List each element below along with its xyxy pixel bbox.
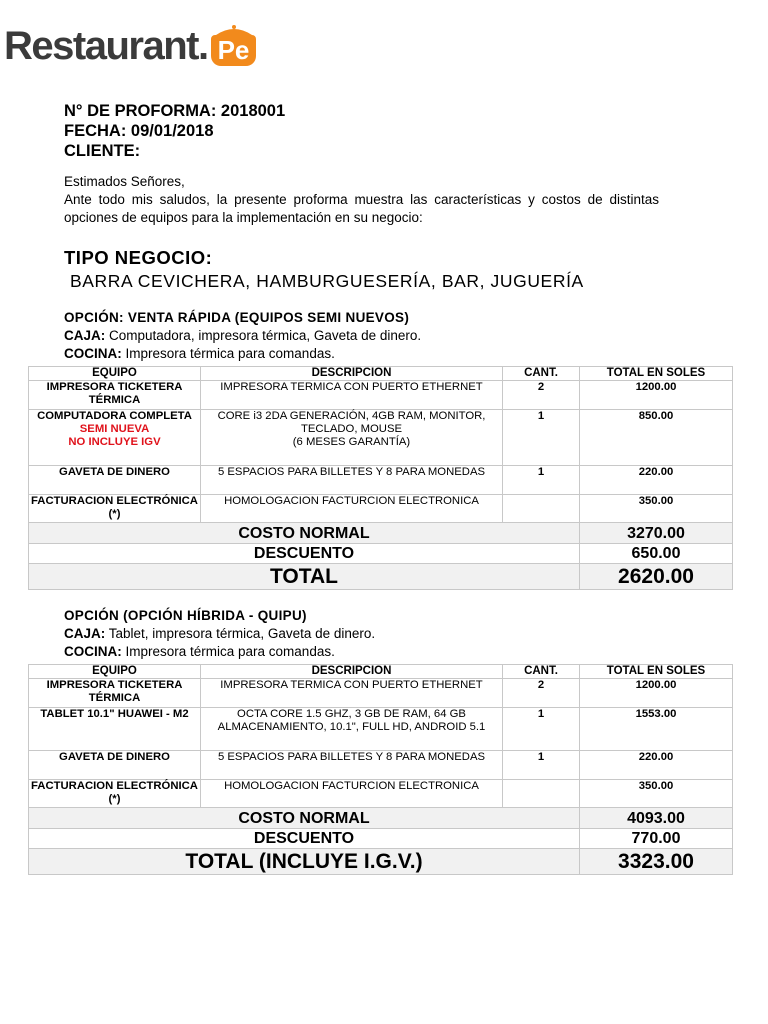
item-equipo: IMPRESORA TICKETERA TÉRMICA bbox=[29, 381, 201, 410]
item-descripcion: CORE i3 2DA GENERACIÓN, 4GB RAM, MONITOR, TECLADO, MOUSE bbox=[217, 410, 486, 435]
item-total: 1553.00 bbox=[580, 708, 733, 751]
col-equipo: EQUIPO bbox=[29, 367, 201, 381]
item-total: 850.00 bbox=[580, 410, 733, 466]
table-row bbox=[29, 466, 733, 495]
pot-lid-icon bbox=[214, 25, 254, 35]
item-descripcion: HOMOLOGACION FACTURCION ELECTRONICA bbox=[201, 780, 503, 808]
restaurant-pe-logo bbox=[4, 6, 256, 66]
costo-normal-label: COSTO NORMAL bbox=[29, 523, 580, 544]
option-2-caja bbox=[64, 625, 375, 643]
item-cant: 1 bbox=[503, 466, 580, 495]
item-descripcion: IMPRESORA TERMICA CON PUERTO ETHERNET bbox=[201, 679, 503, 708]
descuento-value: 770.00 bbox=[580, 829, 733, 849]
item-total: 1200.00 bbox=[580, 381, 733, 410]
option-1-table bbox=[28, 366, 733, 590]
col-total: TOTAL EN SOLES bbox=[580, 665, 733, 679]
caja-text: Tablet, impresora térmica, Gaveta de dinero. bbox=[105, 626, 376, 641]
option-1-cocina bbox=[64, 345, 421, 363]
option-1-info bbox=[64, 309, 421, 363]
item-note-semi-nueva: SEMI NUEVA bbox=[79, 423, 150, 435]
logo-wordmark: Restaurant. bbox=[4, 24, 208, 68]
total-value: 2620.00 bbox=[580, 564, 733, 590]
proforma-header bbox=[64, 101, 285, 161]
item-equipo-cell bbox=[29, 410, 201, 466]
item-descripcion-cell bbox=[201, 410, 503, 466]
table-row bbox=[29, 780, 733, 808]
item-descripcion: OCTA CORE 1.5 GHZ, 3 GB DE RAM, 64 GB ALMACENAMIENTO, 10.1", FULL HD, ANDROID 5.1 bbox=[201, 708, 503, 751]
business-type-value: BARRA CEVICHERA, HAMBURGUESERÍA, BAR, JUGUERÍA bbox=[70, 271, 584, 291]
proforma-client: CLIENTE: bbox=[64, 142, 141, 160]
col-descripcion: DESCRIPCION bbox=[201, 665, 503, 679]
item-equipo: FACTURACION ELECTRÓNICA (*) bbox=[29, 780, 201, 808]
proforma-number: N° DE PROFORMA: 2018001 bbox=[64, 102, 286, 120]
item-equipo: IMPRESORA TICKETERA TÉRMICA bbox=[29, 679, 201, 708]
table-row bbox=[29, 381, 733, 410]
descuento-label: DESCUENTO bbox=[29, 829, 580, 849]
col-cant: CANT. bbox=[503, 665, 580, 679]
option-1-caja bbox=[64, 327, 421, 345]
table-header-row bbox=[29, 367, 733, 381]
costo-normal-label: COSTO NORMAL bbox=[29, 808, 580, 829]
costo-normal-value: 3270.00 bbox=[580, 523, 733, 544]
item-cant: 1 bbox=[503, 410, 580, 466]
item-equipo: GAVETA DE DINERO bbox=[29, 466, 201, 495]
greeting: Estimados Señores, bbox=[64, 174, 185, 189]
option-2-cocina bbox=[64, 643, 375, 661]
item-total: 220.00 bbox=[580, 466, 733, 495]
table-header-row bbox=[29, 665, 733, 679]
item-cant: 2 bbox=[503, 381, 580, 410]
table-row bbox=[29, 708, 733, 751]
col-cant: CANT. bbox=[503, 367, 580, 381]
descuento-row bbox=[29, 829, 733, 849]
total-row bbox=[29, 564, 733, 590]
caja-label: CAJA: bbox=[64, 328, 106, 343]
item-cant: 1 bbox=[503, 708, 580, 751]
item-descripcion: HOMOLOGACION FACTURCION ELECTRONICA bbox=[201, 495, 503, 523]
cocina-text: Impresora térmica para comandas. bbox=[121, 644, 335, 659]
caja-label: CAJA: bbox=[64, 626, 106, 641]
business-type-title: TIPO NEGOCIO: bbox=[64, 247, 213, 268]
logo-pe-text: Pe bbox=[211, 35, 257, 66]
item-equipo: FACTURACION ELECTRÓNICA (*) bbox=[29, 495, 201, 523]
total-row bbox=[29, 849, 733, 875]
item-descripcion: 5 ESPACIOS PARA BILLETES Y 8 PARA MONEDAS bbox=[201, 466, 503, 495]
intro-text bbox=[64, 173, 659, 227]
item-total: 350.00 bbox=[580, 780, 733, 808]
item-total: 220.00 bbox=[580, 751, 733, 780]
costo-normal-row bbox=[29, 523, 733, 544]
cocina-text: Impresora térmica para comandas. bbox=[121, 346, 335, 361]
col-total: TOTAL EN SOLES bbox=[580, 367, 733, 381]
total-label: TOTAL bbox=[29, 564, 580, 590]
item-total: 1200.00 bbox=[580, 679, 733, 708]
option-2-title: OPCIÓN (OPCIÓN HÍBRIDA - QUIPU) bbox=[64, 608, 307, 623]
costo-normal-row bbox=[29, 808, 733, 829]
cocina-label: COCINA: bbox=[64, 346, 122, 361]
descuento-label: DESCUENTO bbox=[29, 544, 580, 564]
item-total: 350.00 bbox=[580, 495, 733, 523]
item-cant: 2 bbox=[503, 679, 580, 708]
table-row bbox=[29, 495, 733, 523]
item-note-no-igv: NO INCLUYE IGV bbox=[68, 436, 161, 448]
table-row bbox=[29, 679, 733, 708]
item-cant bbox=[503, 780, 580, 808]
costo-normal-value: 4093.00 bbox=[580, 808, 733, 829]
col-descripcion: DESCRIPCION bbox=[201, 367, 503, 381]
option-2-info bbox=[64, 607, 375, 661]
proforma-date: FECHA: 09/01/2018 bbox=[64, 122, 214, 140]
item-descripcion: 5 ESPACIOS PARA BILLETES Y 8 PARA MONEDAS bbox=[201, 751, 503, 780]
total-value: 3323.00 bbox=[580, 849, 733, 875]
item-cant bbox=[503, 495, 580, 523]
item-equipo: GAVETA DE DINERO bbox=[29, 751, 201, 780]
item-cant: 1 bbox=[503, 751, 580, 780]
item-descripcion-note: (6 MESES GARANTÍA) bbox=[292, 436, 411, 448]
logo-pe-badge bbox=[211, 35, 257, 66]
cocina-label: COCINA: bbox=[64, 644, 122, 659]
col-equipo: EQUIPO bbox=[29, 665, 201, 679]
caja-text: Computadora, impresora térmica, Gaveta de dinero. bbox=[105, 328, 422, 343]
option-2-table bbox=[28, 664, 733, 875]
total-label: TOTAL (INCLUYE I.G.V.) bbox=[29, 849, 580, 875]
item-descripcion: IMPRESORA TERMICA CON PUERTO ETHERNET bbox=[201, 381, 503, 410]
descuento-value: 650.00 bbox=[580, 544, 733, 564]
item-equipo: COMPUTADORA COMPLETA bbox=[37, 410, 192, 422]
item-equipo: TABLET 10.1" HUAWEI - M2 bbox=[29, 708, 201, 751]
table-row bbox=[29, 410, 733, 466]
intro-body: Ante todo mis saludos, la presente proforma muestra las características y costos de distintas opciones de equipos para la implementación en su negocio: bbox=[64, 192, 659, 225]
descuento-row bbox=[29, 544, 733, 564]
option-1-title: OPCIÓN: VENTA RÁPIDA (EQUIPOS SEMI NUEVOS) bbox=[64, 310, 410, 325]
table-row bbox=[29, 751, 733, 780]
